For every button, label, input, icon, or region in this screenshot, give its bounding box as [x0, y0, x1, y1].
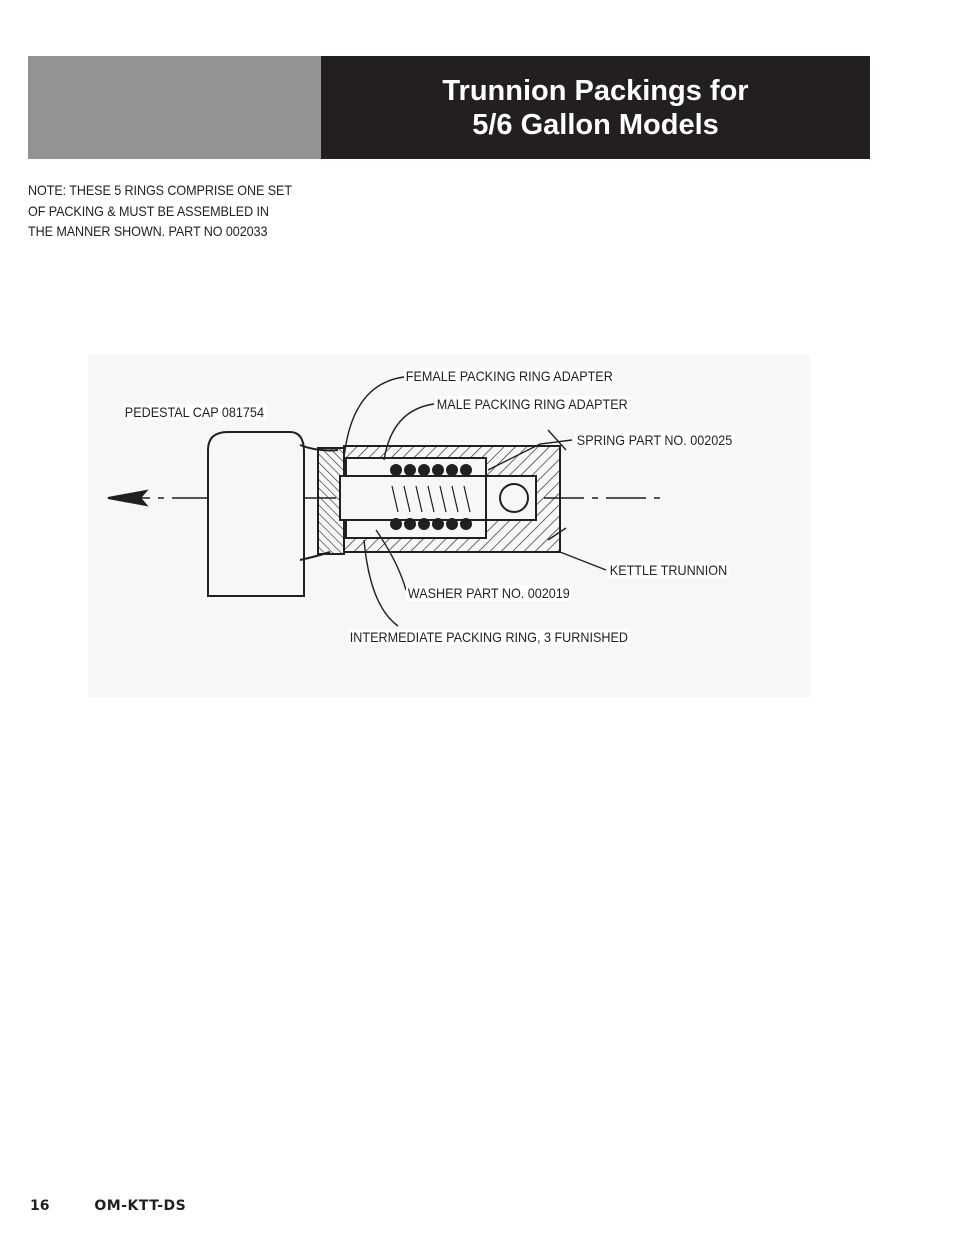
label-male-packing-ring-adapter: MALE PACKING RING ADAPTER	[436, 396, 628, 412]
page-title-line-2: 5/6 Gallon Models	[472, 108, 719, 141]
trunnion-port	[500, 484, 528, 512]
pedestal-cap	[208, 432, 304, 596]
note-line-1: NOTE: THESE 5 RINGS COMPRISE ONE SET	[28, 182, 292, 198]
leader-kettle-trunnion	[560, 552, 606, 570]
direction-arrow	[108, 491, 146, 505]
label-pedestal-cap: PEDESTAL CAP 081754	[124, 404, 264, 420]
page-title-line-1: Trunnion Packings for	[442, 74, 749, 107]
note-line-3: THE MANNER SHOWN. PART NO 002033	[28, 223, 268, 239]
label-female-packing-ring-adapter: FEMALE PACKING RING ADAPTER	[405, 368, 613, 384]
label-kettle-trunnion: KETTLE TRUNNION	[609, 562, 728, 578]
page-number: 16	[30, 1198, 50, 1214]
note-line-2: OF PACKING & MUST BE ASSEMBLED IN	[28, 202, 269, 219]
label-spring: SPRING PART NO. 002025	[576, 432, 733, 448]
document-code: OM-KTT-DS	[94, 1198, 187, 1214]
label-intermediate-packing-ring: INTERMEDIATE PACKING RING, 3 FURNISHED	[349, 629, 628, 645]
label-washer: WASHER PART NO. 002019	[407, 585, 570, 601]
page-footer	[30, 1198, 186, 1214]
